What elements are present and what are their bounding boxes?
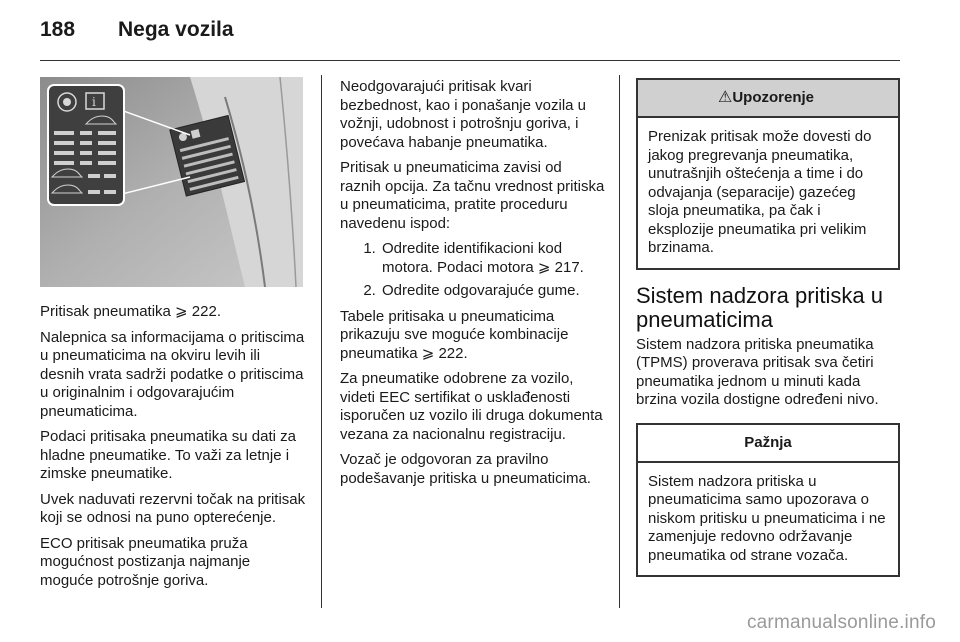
paragraph: Nalepnica sa informacijama o pritiscima u pneumaticima na okviru levih ili desnih vrata sadrži podatke o pritiscima u originalnim i odgovarajućim pneumaticima.	[40, 328, 305, 420]
warning-box	[636, 78, 900, 270]
paragraph: Za pneumatike odobrene za vozilo, videti EEC sertifikat o usklađenosti isporučen uz vozilo ili druga dokumenta vezana za nacionalnu registraciju.	[340, 370, 603, 443]
paragraph: Pritisak u pneumaticima zavisi od raznih opcija. Za tačnu vrednost pritiska u pneumaticima, pratite proceduru navedenu ispod:	[340, 159, 605, 232]
warning-triangle-icon: ⚠	[718, 89, 733, 106]
tire-pressure-label-illustration	[40, 77, 303, 287]
paragraph: Sistem nadzora pritiska pneumatika (TPMS) proverava pritisak sva četiri pneumatika jednom u minuti kada brzina vozila dostigne određeni nivo.	[636, 335, 879, 408]
header-rule	[40, 60, 900, 61]
paragraph: ECO pritisak pneumatika pruža mogućnost postizanja najmanje moguće potrošnje goriva.	[40, 534, 251, 589]
paragraph: Neodgovarajući pritisak kvari bezbednost, kao i ponašanje vozila u vožnji, udobnost i potrošnju goriva, i povećava habanje pneumatika.	[340, 78, 587, 151]
paragraph: Pritisak pneumatika ⩾ 222.	[40, 303, 221, 320]
notice-text: Sistem nadzora pritiska u pneumaticima samo upozorava o niskom pritisku u pneumaticima i ne zamenjuje redovno održavanje pneumatika od strane vozača.	[648, 472, 886, 564]
left-column	[40, 303, 306, 597]
page-title: Nega vozila	[118, 18, 234, 41]
svg-text:i: i	[92, 95, 96, 109]
paragraph: Podaci pritisaka pneumatika su dati za hladne pneumatike. To važi za letnje i zimske pneumatike.	[40, 428, 296, 482]
procedure-steps	[340, 240, 606, 301]
column-divider-left	[321, 75, 322, 608]
list-item: 1. Odredite identifikacioni kod motora. Podaci motora ⩾ 217.	[380, 240, 606, 277]
page-number: 188	[40, 18, 76, 41]
section-heading: Sistem nadzora pritiska u pneumaticima	[636, 282, 883, 332]
watermark: carmanualsonline.info	[746, 612, 936, 633]
paragraph: Vozač je odgovoran za pravilno podešavanje pritiska u pneumaticima.	[340, 451, 591, 487]
column-divider-right	[619, 75, 620, 608]
warning-title: Upozorenje	[732, 89, 815, 106]
warning-header	[638, 80, 898, 118]
paragraph: Tabele pritisaka u pneumaticima prikazuju sve moguće kombinacije pneumatika ⩾ 222.	[340, 307, 569, 362]
right-column	[636, 78, 900, 591]
notice-box	[636, 423, 900, 578]
list-item: 2. Odredite odgovarajuće gume.	[380, 282, 606, 301]
paragraph: Uvek naduvati rezervni točak na pritisak koji se odnosi na puno opterećenje.	[40, 490, 306, 526]
middle-column	[340, 78, 606, 495]
notice-title: Pažnja	[638, 425, 898, 463]
warning-text: Prenizak pritisak može dovesti do jakog pregrevanja pneumatika, unutrašnjih oštećenja a time i do odvajanja (separacije) gazećeg sloja pneumatika, pa čak i eksplozije pneumatika pri velikim brzinama.	[648, 128, 872, 256]
